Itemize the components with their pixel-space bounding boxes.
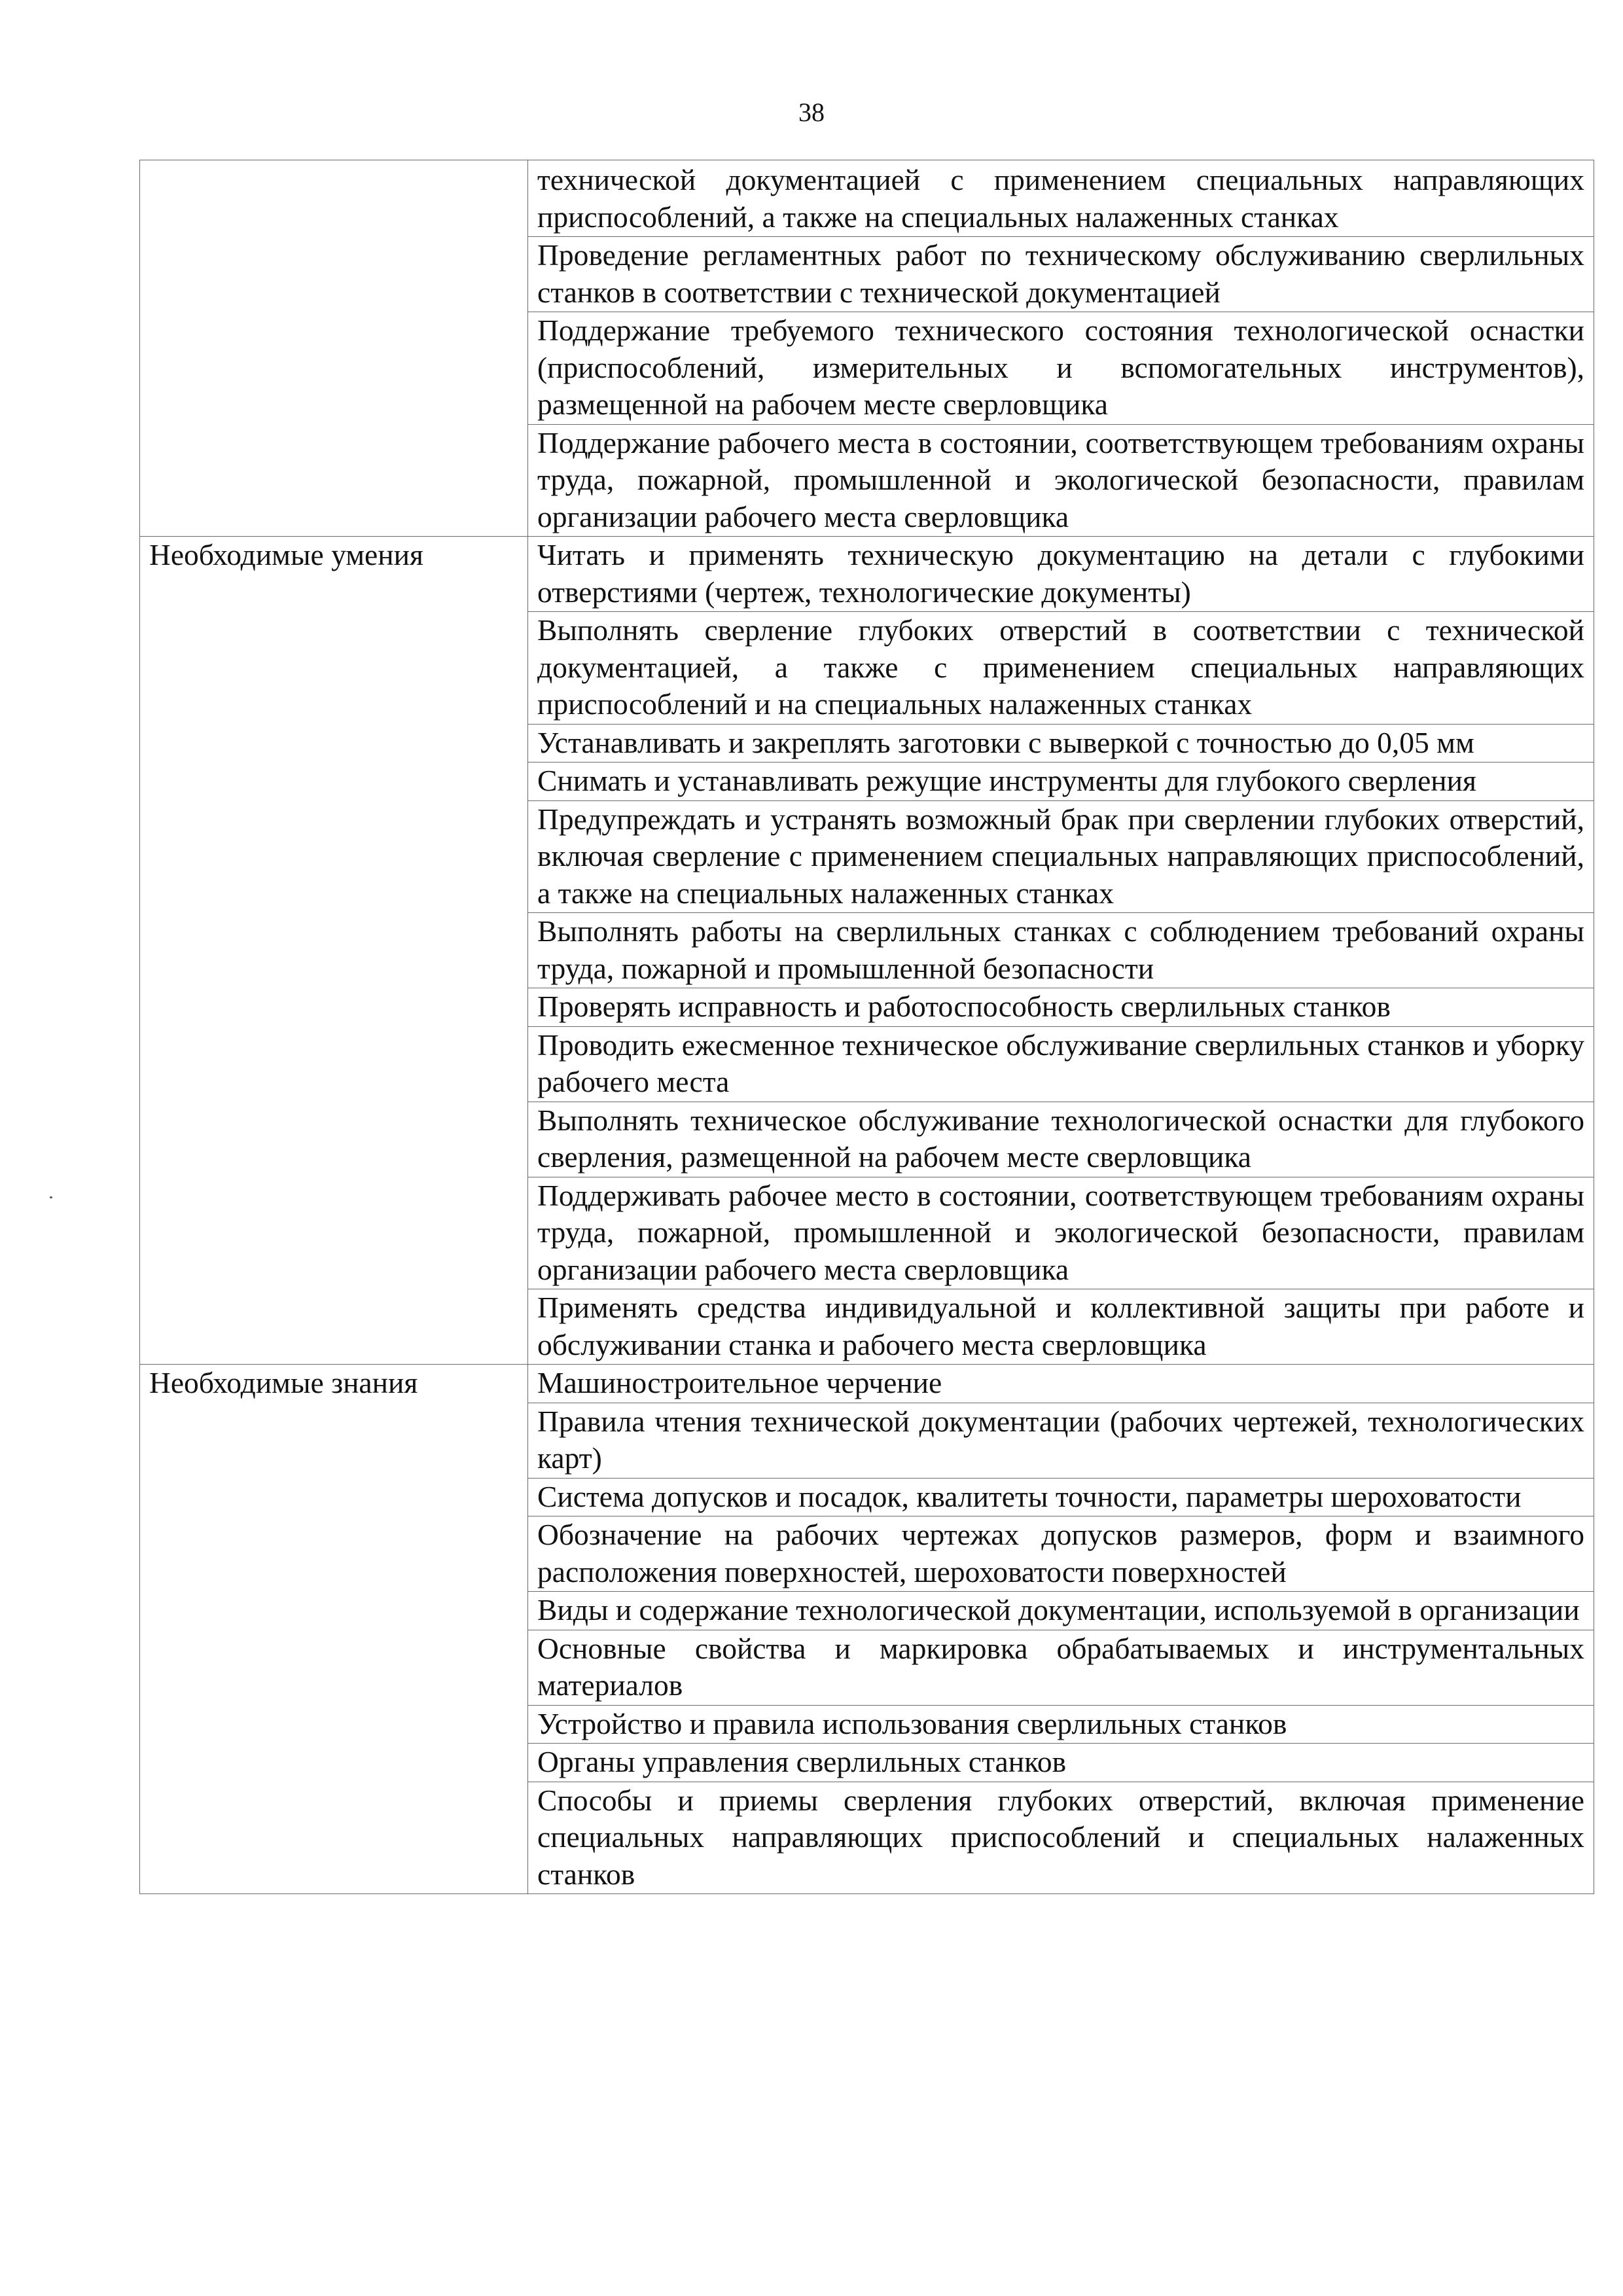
table-row [140,537,1594,612]
requirement-item: Органы управления сверлильных станков [528,1744,1594,1782]
scan-speck [50,1196,52,1198]
requirement-item: Проверять исправность и работоспособность сверлильных станков [528,988,1594,1027]
requirement-item: Устанавливать и закреплять заготовки с выверкой с точностью до 0,05 мм [528,724,1594,762]
requirement-item: Читать и применять техническую документацию на детали с глубокими отверстиями (чертеж, технологические документы) [528,537,1594,612]
requirement-item: Система допусков и посадок, квалитеты точности, параметры шероховатости [528,1478,1594,1516]
section-label [140,160,528,537]
requirement-item: Проводить ежесменное техническое обслуживание сверлильных станков и уборку рабочего места [528,1026,1594,1102]
requirement-item: Предупреждать и устранять возможный брак при сверлении глубоких отверстий, включая сверление с применением специальных направляющих приспособлений, а также на специальных налаженных станках [528,800,1594,913]
requirement-item: Снимать и устанавливать режущие инструменты для глубокого сверления [528,762,1594,801]
requirement-item: Применять средства индивидуальной и коллективной защиты при работе и обслуживании станка и рабочего места сверловщика [528,1289,1594,1365]
requirements-table [139,160,1594,1894]
requirement-item: Правила чтения технической документации (рабочих чертежей, технологических карт) [528,1403,1594,1478]
requirement-item: Поддержание рабочего места в состоянии, соответствующем требованиям охраны труда, пожарной, промышленной и экологической безопасности, правилам организации рабочего места сверловщика [528,424,1594,537]
table-row [140,1365,1594,1403]
requirement-item: Машиностроительное черчение [528,1365,1594,1403]
requirement-item: Выполнять работы на сверлильных станках с соблюдением требований охраны труда, пожарной и промышленной безопасности [528,913,1594,988]
requirement-item: Выполнять сверление глубоких отверстий в соответствии с технической документацией, а также с применением специальных направляющих приспособлений и на специальных налаженных станках [528,612,1594,725]
section-label: Необходимые знания [140,1365,528,1894]
table-row [140,160,1594,237]
page-number: 38 [798,98,825,127]
requirement-item: Обозначение на рабочих чертежах допусков размеров, форм и взаимного расположения поверхностей, шероховатости поверхностей [528,1516,1594,1592]
requirement-item: технической документацией с применением специальных направляющих приспособлений, а также на специальных налаженных станках [528,160,1594,237]
requirement-item: Проведение регламентных работ по техническому обслуживанию сверлильных станков в соответствии с технической документацией [528,237,1594,312]
requirement-item: Устройство и правила использования сверлильных станков [528,1705,1594,1744]
requirement-item: Поддержание требуемого технического состояния технологической оснастки (приспособлений, измерительных и вспомогательных инструментов), размещенной на рабочем месте сверловщика [528,312,1594,425]
requirement-item: Выполнять техническое обслуживание технологической оснастки для глубокого сверления, размещенной на рабочем месте сверловщика [528,1102,1594,1177]
section-label: Необходимые умения [140,537,528,1365]
requirement-item: Виды и содержание технологической документации, используемой в организации [528,1592,1594,1630]
requirement-item: Основные свойства и маркировка обрабатываемых и инструментальных материалов [528,1630,1594,1705]
requirement-item: Поддерживать рабочее место в состоянии, соответствующем требованиям охраны труда, пожарной, промышленной и экологической безопасности, правилам организации рабочего места сверловщика [528,1177,1594,1289]
requirement-item: Способы и приемы сверления глубоких отверстий, включая применение специальных направляющих приспособлений и специальных налаженных станков [528,1782,1594,1894]
table-body [140,160,1594,1894]
